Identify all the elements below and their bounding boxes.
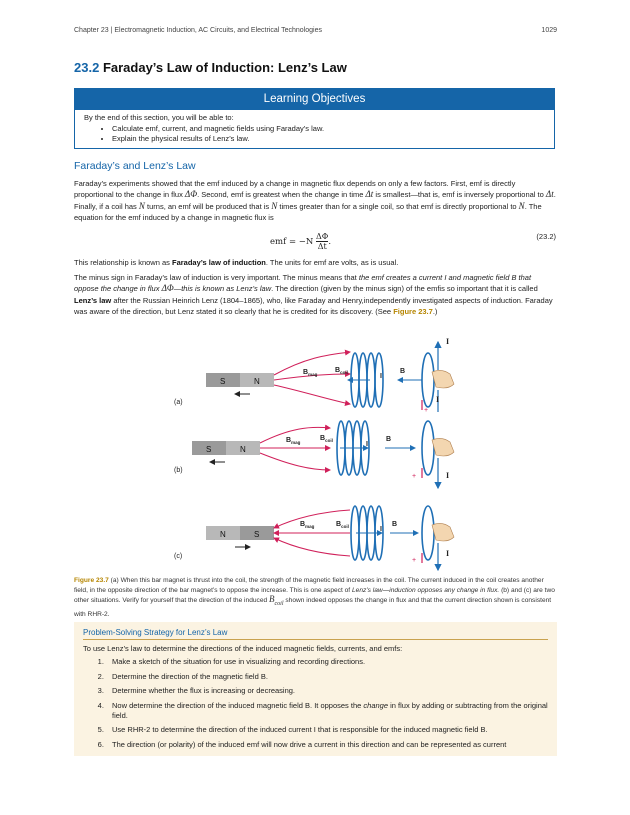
panel-label: (b) [174,467,183,474]
text: The minus sign in Faraday’s law of induction is very important. The minus means that [74,273,357,282]
text: is smallest—that is, emf is inversely proportional to [375,190,544,200]
single-loop [422,353,434,407]
page-number: 1029 [541,27,557,34]
text: times greater than for a single coil, so that emf is directly proportional to [279,201,517,211]
current-label: I [380,373,382,380]
text: . The direction (given by the minus sign) of the emfis so important that it is called [271,284,538,294]
magnet-pole: N [254,377,260,386]
text: .) [432,306,438,316]
math: N [271,200,278,211]
equation-23-2 [270,232,331,251]
italic-text: —this is known as Lenz’s law [173,284,272,294]
math: ΔΦ [184,189,198,200]
text: (b) and (c) are two other situations. Verify for yourself that the direction of the induced [74,586,555,605]
text: after the Russian Heinrich Lenz (1804–1865), who, like Faraday and Henry,independently investigated aspects of induction. Faraday was aware of the direction, but Lenz stated it so clearly that he is credited for its discovery. (See [74,295,553,316]
paragraph-3 [74,272,557,317]
strategy-title: Problem-Solving Strategy for Lenz’s Law [83,628,548,640]
equation-numerator: ΔΦ [316,232,329,241]
equation-number: (23.2) [536,232,556,241]
field-line [274,538,350,556]
single-loop [422,506,434,560]
bmag-label: $B_{mag}$ [286,437,301,445]
field-line [260,453,330,470]
italic-text: the emf creates a current I and magnetic field B that oppose the change in flux [74,273,532,294]
learning-objectives-intro: By the end of this section, you will be able to: [84,113,234,122]
math: N [138,200,145,211]
current-label: I [446,549,450,558]
magnet-pole: N [220,530,226,539]
learning-objectives-list [84,124,545,144]
bold-term: Lenz’s law [74,295,112,305]
lenz-law-diagram [170,330,470,575]
chapter-title: Chapter 23 | Electromagnetic Induction, AC Circuits, and Electrical Technologies [74,27,322,34]
text: turns, an emf will be produced that is [147,201,270,211]
math: N [518,200,525,211]
math: Δt [545,189,554,200]
paragraph-1 [74,178,557,223]
figure-caption [74,576,557,620]
running-header [74,27,557,34]
list-item: 3. Determine whether the flux is increasing or decreasing. [106,686,557,696]
hand-icon [432,523,454,541]
bcoil-label: $B_{coil}$ [320,435,333,443]
bmag-label: $B_{mag}$ [300,521,315,529]
text: . The units for emf are volts, as is usual. [265,258,399,267]
field-line [274,385,350,404]
figure-23-7 [170,330,470,575]
current-label: I [436,395,440,404]
panel-label: (c) [174,553,183,560]
learning-objectives-body [75,110,554,147]
panel-c [174,506,454,570]
text: . Finally, if a coil has [74,190,556,211]
current-label: I [366,441,368,448]
panel-b [174,421,454,488]
magnet-pole: S [254,530,260,539]
list-item: 4. Now determine the direction of the induced magnetic field B. It opposes the change in flux by adding or subtracting from the original field. [106,701,557,721]
list-item: 1. Make a sketch of the situation for use in visualizing and recording directions. [106,657,557,667]
hand-icon [432,370,454,388]
panel-a [174,337,454,414]
b-label: B [386,436,392,443]
paragraph-2 [74,257,557,268]
caption-label: Figure 23.7 [74,577,109,584]
plus-sign: + [412,557,417,564]
list-item: • Explain the physical results of Lenz’s law. [112,134,545,144]
equation-lhs: emf = −N [270,237,314,247]
text: shown indeed opposes the change in flux and that the current direction shown is consistent with RHR-2. [74,597,552,618]
strategy-steps [74,657,557,750]
equation-period: . [328,237,332,247]
b-label: B [400,368,406,375]
plus-sign: + [424,407,429,414]
text: (a) When this bar magnet is thrust into the coil, the strength of the magnetic field increases in the coil. The current induced in the coil creates another field, in the opposite direction of the bar magnet’s to oppose the increase. This is one aspect of [74,577,544,594]
bcoil-label: $B_{coil}$ [335,367,348,375]
math: Δt [365,189,374,200]
list-item: • Calculate emf, current, and magnetic fields using Faraday’s law. [112,124,545,134]
hand-icon [432,438,454,456]
section-heading: Faraday’s Law of Induction: Lenz’s Law [102,60,347,75]
learning-objectives-heading: Learning Objectives [75,89,554,110]
text: . Second, emf is greatest when the change in time [197,190,364,200]
section-number: 23.2 [74,60,100,75]
bcoil-label: $B_{coil}$ [336,521,349,529]
figure-link[interactable]: Figure 23.7 [393,306,433,316]
b-label: B [392,521,398,528]
magnet-pole: S [220,377,226,386]
text: . The equation for the emf induced by a change in magnetic flux is [74,201,542,222]
plus-sign: + [412,473,417,480]
current-label: I [446,337,450,346]
current-label: I [446,471,450,480]
text: Faraday’s experiments showed that the emf induced by a change in magnetic flux depends on only a few factors. First, emf is directly proportional to the change in flux [74,179,516,200]
single-loop [422,421,434,475]
magnet-pole: N [240,445,246,454]
bold-term: Faraday’s law of induction [171,258,266,267]
strategy-box [74,622,557,756]
list-item: 5. Use RHR-2 to determine the direction of the induced current I that is responsible for the induced magnetic field B. [106,725,557,735]
bmag-label: $B_{mag}$ [303,369,318,377]
subsection-heading: Faraday’s and Lenz’s Law [74,160,196,172]
current-label: I [380,526,382,533]
strategy-intro: To use Lenz’s law to determine the directions of the induced magnetic fields, currents, and emfs: [83,644,403,653]
math: ΔΦ [161,283,174,294]
panel-label: (a) [174,399,183,406]
learning-objectives-box [74,88,555,149]
text: This relationship is known as [74,258,170,267]
equation-denominator: Δt [317,242,327,251]
list-item: 2. Determine the direction of the magnetic field B. [106,672,557,682]
magnet-pole: S [206,445,212,454]
list-item: 6. The direction (or polarity) of the induced emf will now drive a current in this direction and can be represented as current [106,740,557,750]
section-title [74,60,347,75]
math: $B_{coil}$ [269,594,284,608]
italic-text: Lenz’s law—induction opposes any change in flux. [351,586,500,594]
